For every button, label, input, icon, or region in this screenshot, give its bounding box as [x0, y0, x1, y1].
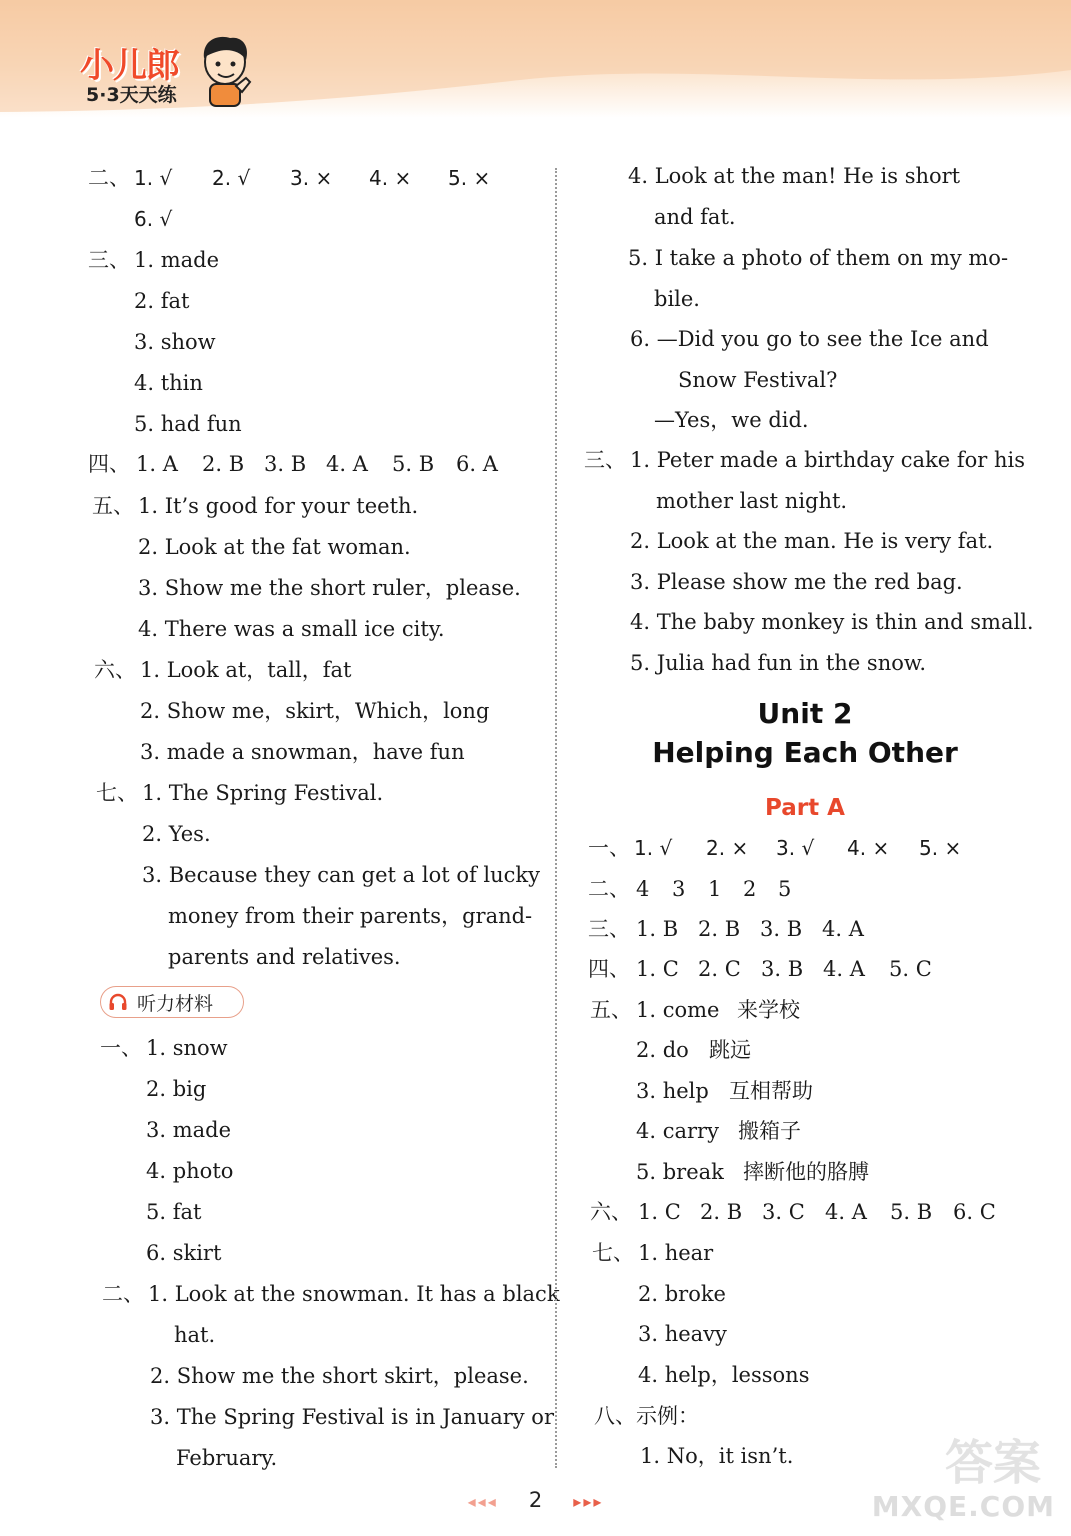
answer-item: 4. A [326, 452, 368, 476]
right-arrows-decoration: ▸▸▸ [573, 1492, 604, 1511]
answer-item: 4. × [369, 166, 412, 190]
section-pa-er [588, 875, 792, 903]
section-label: 五、 [92, 494, 134, 518]
answer-item: 1. C [636, 957, 679, 981]
answer-item: 1. The Spring Festival. [142, 781, 384, 805]
unit-subtitle: Helping Each Other [652, 736, 958, 769]
answer-item: 3. heavy [638, 1322, 727, 1346]
answer-item: 1. made [134, 248, 220, 272]
answer-item: 1. √ [634, 836, 673, 860]
answer-continuation: mother last night. [656, 489, 848, 513]
answer-item: 2. × [706, 836, 749, 860]
answer-item: 4. help，lessons [638, 1363, 810, 1387]
section-pa-san [588, 915, 864, 943]
answer-continuation: February. [176, 1446, 278, 1470]
vocab-chinese: 来学校 [737, 998, 800, 1022]
answer-item: 2. Look at the fat woman. [138, 535, 411, 559]
answer-continuation: Snow Festival? [678, 368, 838, 392]
section-label: 一、 [100, 1036, 142, 1060]
answer-item: 1. C [638, 1200, 681, 1224]
vocab-row [636, 1036, 751, 1064]
answer-item: 5. Julia had fun in the snow. [630, 651, 927, 675]
vocab-row [636, 996, 800, 1024]
answer-item: 3. made [146, 1118, 232, 1142]
logo-subtitle: 5·3天天练 [86, 84, 177, 106]
answer-item: 2. B [202, 452, 245, 476]
page-header-band [0, 0, 1071, 118]
headphones-icon [107, 991, 129, 1013]
answer-item: 3. B [760, 917, 803, 941]
answer-item: 2. √ [212, 166, 251, 190]
section-label: 四、 [588, 957, 630, 981]
answer-item: 2. Look at the man. He is very fat. [630, 529, 994, 553]
vocab-english: 2. do [636, 1038, 689, 1062]
answer-item: 1. hear [638, 1241, 714, 1265]
section-label: 二、 [88, 166, 130, 190]
answer-item: 1 [708, 877, 722, 901]
part-title: Part A [765, 795, 845, 821]
answer-item: 6. √ [134, 207, 173, 231]
listening-material-label: 听力材料 [137, 992, 214, 1015]
answer-continuation: money from their parents，grand- [168, 904, 533, 928]
answer-item: 1. A [136, 452, 178, 476]
answer-item: 4. The baby monkey is thin and small. [630, 610, 1034, 634]
answer-item: 5. B [392, 452, 435, 476]
listening-material-badge [100, 986, 244, 1018]
answer-item: 3. C [762, 1200, 805, 1224]
section-si [88, 450, 498, 478]
vocab-chinese: 跳远 [709, 1038, 751, 1062]
answer-item: 1. Look at，tall，fat [140, 658, 352, 682]
answer-item: 3. The Spring Festival is in January or [150, 1405, 554, 1429]
answer-item: 5 [778, 877, 792, 901]
column-divider [555, 168, 557, 1468]
unit-title: Unit 2 [757, 697, 853, 730]
answer-item: 4. There was a small ice city. [138, 617, 445, 641]
answer-item: 4 [636, 877, 650, 901]
answer-item: 3. × [290, 166, 333, 190]
answer-item: 5. B [890, 1200, 933, 1224]
answer-item: 3. made a snowman，have fun [140, 740, 465, 764]
answer-continuation: parents and relatives. [168, 945, 401, 969]
section-pa-liu [590, 1198, 996, 1226]
answer-item: 2. broke [638, 1282, 726, 1306]
answer-item: 1. snow [146, 1036, 228, 1060]
answer-item: 2. Show me the short skirt，please. [150, 1364, 529, 1388]
answer-continuation: bile. [654, 287, 700, 311]
section-label: 二、 [588, 877, 630, 901]
answer-item: 5. I take a photo of them on my mo- [628, 246, 1009, 270]
answer-item: 1. Peter made a birthday cake for his [630, 448, 1026, 472]
answer-item: 4. × [847, 836, 890, 860]
answer-item: 4. thin [134, 371, 203, 395]
answer-item: 3. Because they can get a lot of lucky [142, 863, 541, 887]
section-label: 二、 [102, 1282, 144, 1306]
answer-item: 5. C [889, 957, 932, 981]
logo-title: 小儿郎 [80, 46, 179, 86]
answer-item: 1. No，it isn’t. [640, 1444, 794, 1468]
page-number: 2 [528, 1488, 543, 1512]
answer-item: 6. C [953, 1200, 996, 1224]
section-label: 三、 [584, 448, 626, 472]
answer-item: 5. had fun [134, 412, 242, 436]
section-pa-yi [588, 834, 962, 862]
answer-item: 3. Show me the short ruler，please. [138, 576, 521, 600]
watermark-line1: 答案 [944, 1435, 1041, 1491]
vocab-row [636, 1077, 813, 1105]
vocab-english: 5. break [636, 1160, 724, 1184]
vocab-chinese: 摔断他的胳膊 [743, 1160, 869, 1184]
answer-item: 4. A [823, 957, 865, 981]
answer-item: 1. √ [134, 166, 173, 190]
answer-item: 3. Please show me the red bag. [630, 570, 963, 594]
answer-item: 1. It’s good for your teeth. [138, 494, 419, 518]
answer-item: 6. —Did you go to see the Ice and [630, 327, 989, 351]
section-label: 八、示例： [594, 1404, 699, 1428]
answer-item: 3. B [761, 957, 804, 981]
left-arrows-decoration: ◂◂◂ [467, 1492, 498, 1511]
answer-item: 4. A [825, 1200, 867, 1224]
watermark [871, 1420, 1061, 1530]
answer-item: 2. Yes. [142, 822, 211, 846]
answer-item: 6. skirt [146, 1241, 222, 1265]
answer-item: 2. fat [134, 289, 190, 313]
answer-continuation: —Yes，we did. [654, 408, 809, 432]
answer-item: 3. show [134, 330, 216, 354]
section-er [88, 164, 491, 192]
vocab-row [636, 1117, 801, 1145]
answer-item: 6. A [456, 452, 498, 476]
vocab-english: 1. come [636, 998, 720, 1022]
answer-item: 4. photo [146, 1159, 234, 1183]
answer-item: 2. B [700, 1200, 743, 1224]
section-label: 六、 [590, 1200, 632, 1224]
section-label: 五、 [590, 998, 632, 1022]
vocab-row [636, 1158, 869, 1186]
vocab-chinese: 互相帮助 [729, 1079, 813, 1103]
answer-item: 3. B [264, 452, 307, 476]
answer-item: 3 [672, 877, 686, 901]
answer-item: 2 [743, 877, 757, 901]
answer-item: 2. B [698, 917, 741, 941]
answer-item: 2. Show me，skirt，Which，long [140, 699, 490, 723]
section-label: 三、 [88, 248, 130, 272]
watermark-line2: MXQE.COM [871, 1490, 1055, 1523]
answer-item: 4. A [822, 917, 864, 941]
section-label: 六、 [94, 658, 136, 682]
answer-item: 5. × [919, 836, 962, 860]
answer-item: 5. fat [146, 1200, 202, 1224]
mascot-boy-icon [196, 32, 254, 108]
section-label: 四、 [88, 452, 130, 476]
section-label: 七、 [96, 781, 138, 805]
answer-item: 4. Look at the man! He is short [628, 164, 961, 188]
section-label: 三、 [588, 917, 630, 941]
answer-item: 2. C [698, 957, 741, 981]
answer-item: 3. √ [776, 836, 815, 860]
vocab-chinese: 搬箱子 [738, 1119, 801, 1143]
answer-continuation: and fat. [654, 205, 736, 229]
answer-item: 5. × [448, 166, 491, 190]
vocab-english: 4. carry [636, 1119, 719, 1143]
section-pa-si [588, 955, 932, 983]
section-label: 七、 [592, 1241, 634, 1265]
answer-item: 1. Look at the snowman. It has a black [148, 1282, 560, 1306]
answer-item: 2. big [146, 1077, 207, 1101]
answer-item: 1. B [636, 917, 679, 941]
section-label: 一、 [588, 836, 630, 860]
vocab-english: 3. help [636, 1079, 709, 1103]
answer-continuation: hat. [174, 1323, 216, 1347]
